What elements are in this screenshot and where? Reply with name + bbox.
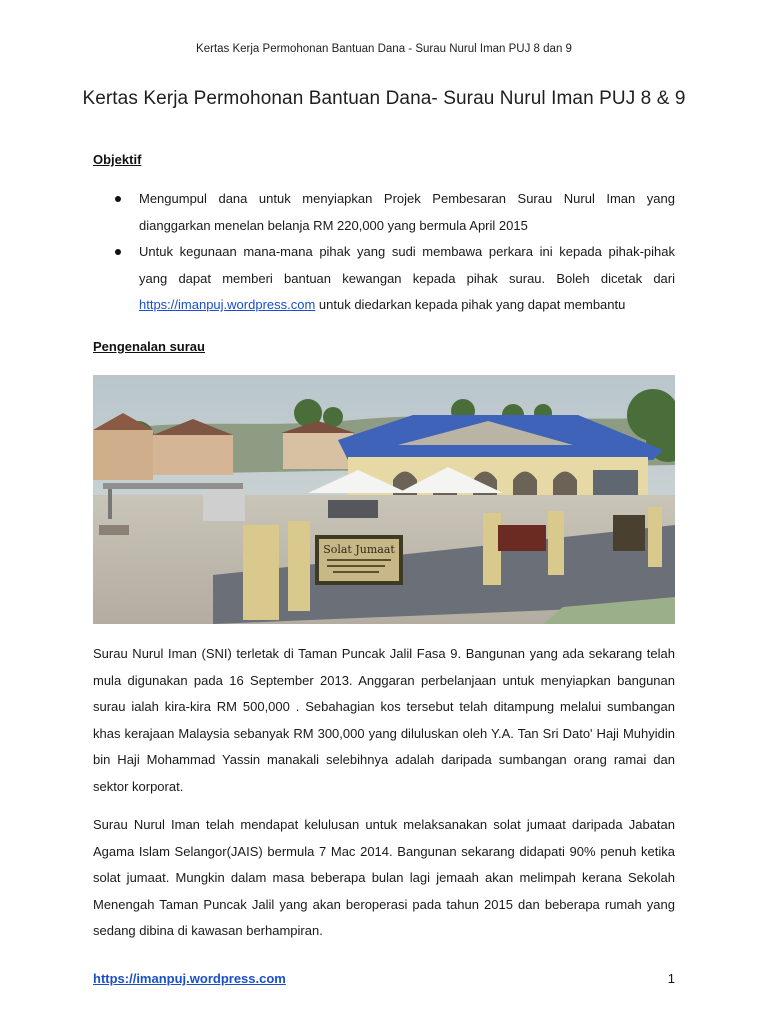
objective-list xyxy=(93,186,675,319)
intro-paragraph: Surau Nurul Iman (SNI) terletak di Taman Puncak Jalil Fasa 9. Bangunan yang ada sekarang telah mula digunakan pada 16 September 2013. Anggaran perbelanjaan untuk menyiapkan bangunan surau ialah kira-kira RM 500,000 . Sebahagian kos tersebut telah ditampung melalui sumbangan khas kerajaan Malaysia sebanyak RM 300,000 yang diluluskan oleh Y.A. Tan Sri Dato' Haji Muhyidin bin Haji Mohammad Yassin manakali selebihnya adalah daripada sumbangan orang ramai dan sektor korporat. xyxy=(93,646,675,794)
surau-photo xyxy=(93,375,675,624)
objective-heading: Objektif xyxy=(93,152,142,167)
sign-title: Solat Jumaat xyxy=(323,543,395,556)
document-title: Kertas Kerja Permohonan Bantuan Dana- Surau Nurul Iman PUJ 8 & 9 xyxy=(82,88,686,109)
intro-heading: Pengenalan surau xyxy=(93,339,205,354)
running-header: Kertas Kerja Permohonan Bantuan Dana - Surau Nurul Iman PUJ 8 dan 9 xyxy=(196,43,572,55)
list-item xyxy=(93,239,675,319)
bullet-text: Untuk kegunaan mana-mana pihak yang sudi membawa perkara ini kepada pihak-pihak yang dapat memberi bantuan kewangan kepada pihak surau. Boleh dicetak dari xyxy=(139,244,675,286)
list-item xyxy=(93,186,675,239)
bullet-icon xyxy=(115,196,121,202)
bullet-text: Mengumpul dana untuk menyiapkan Projek Pembesaran Surau Nurul Iman yang dianggarkan menelan belanja RM 220,000 yang bermula April 2015 xyxy=(139,191,675,233)
page-number: 1 xyxy=(667,971,675,986)
bullet-text-after-link: untuk diedarkan kepada pihak yang dapat membantu xyxy=(315,297,626,312)
footer-link[interactable]: https://imanpuj.wordpress.com xyxy=(93,971,286,986)
blog-link[interactable]: https://imanpuj.wordpress.com xyxy=(139,297,316,312)
jumaat-paragraph: Surau Nurul Iman telah mendapat kelulusan untuk melaksanakan solat jumaat daripada Jabatan Agama Islam Selangor(JAIS) bermula 7 Mac 2014. Bangunan sekarang didapati 90% penuh ketika solat jumaat. Mungkin dalam masa beberapa bulan lagi jemaah akan melimpah kerana Sekolah Menengah Taman Puncak Jalil yang akan beroperasi pada tahun 2015 dan beberapa rumah yang sedang dibina di kawasan berhampiran. xyxy=(93,817,675,939)
bullet-icon xyxy=(115,249,121,255)
